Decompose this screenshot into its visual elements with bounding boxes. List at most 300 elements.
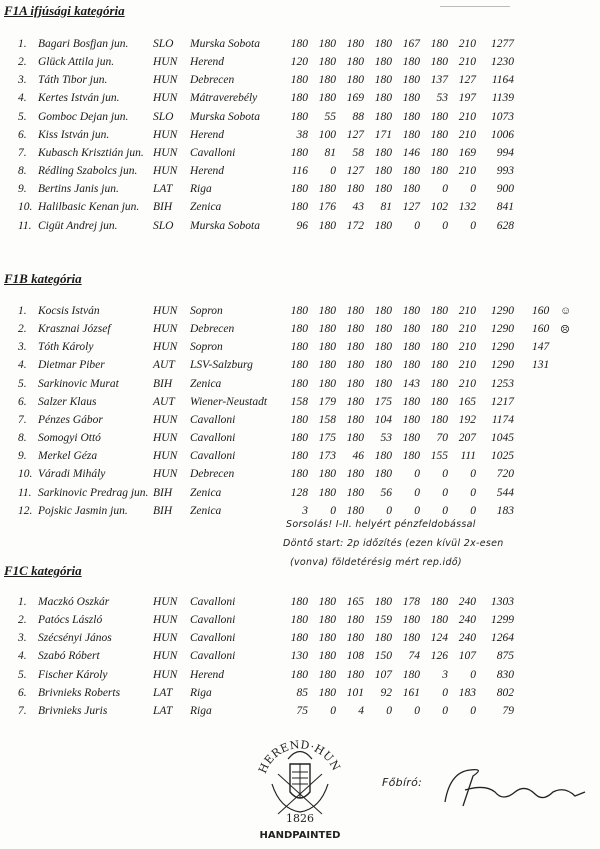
flight-score-7: 210 [458,128,476,141]
club-name: Herend [190,56,225,69]
country-code: AUT [153,395,175,408]
total-score: 1303 [491,596,514,608]
flight-score-2: 180 [318,323,336,336]
flight-score-2: 180 [318,305,336,317]
rank-cell: 1. [18,305,27,317]
flight-score-2: 180 [318,377,336,390]
flight-score-7: 210 [458,377,476,390]
competitor-name: Halilbasic Kenan jun. [38,201,140,214]
flight-score-3: 127 [346,128,364,141]
flight-score-4: 180 [374,359,392,372]
flight-score-2: 0 [330,504,336,517]
result-row [0,56,600,72]
result-row [0,305,600,321]
flight-score-6: 180 [430,323,448,336]
flight-score-6: 124 [430,632,448,645]
flight-score-6: 180 [430,377,448,390]
country-code: HUN [153,341,178,354]
flight-score-3: 165 [346,596,364,608]
flyoff-score: 160 [532,305,550,317]
flight-score-7: 197 [458,92,476,105]
flight-score-1: 180 [290,450,308,463]
competitor-name: Maczkó Oszkár [38,596,110,608]
flight-score-6: 126 [430,650,448,663]
flight-score-7: 240 [458,614,476,627]
flight-score-7: 0 [470,704,476,717]
flight-score-4: 107 [374,668,392,681]
flight-score-4: 0 [386,704,392,717]
section-title-f1c: F1C kategória [4,563,82,578]
rank-cell: 8. [18,165,27,178]
flight-score-3: 43 [352,201,364,214]
flight-score-6: 155 [430,450,448,463]
rank-cell: 10. [18,468,33,481]
flight-score-1: 180 [290,183,308,196]
club-name: Cavalloni [190,413,236,426]
flight-score-6: 180 [430,110,448,123]
flight-score-7: 210 [458,359,476,372]
rank-cell: 5. [18,668,27,681]
flight-score-4: 150 [374,650,392,663]
result-row [0,147,600,163]
flight-score-5: 0 [414,468,420,481]
flight-score-1: 75 [296,704,308,717]
total-score: 1299 [491,614,514,627]
rank-cell: 9. [18,183,27,196]
flight-score-7: 107 [458,650,476,663]
result-row [0,432,600,448]
flight-score-7: 210 [458,341,476,354]
flight-score-2: 180 [318,650,336,663]
flight-score-1: 96 [296,219,308,232]
herend-logo [250,714,350,844]
result-row [0,74,600,90]
flight-score-7: 210 [458,38,476,50]
result-row [0,614,600,630]
country-code: LAT [153,704,173,717]
club-name: Herend [190,668,225,681]
flight-score-5: 0 [414,219,420,232]
flight-score-6: 0 [442,686,448,699]
rank-cell: 3. [18,341,27,354]
total-score: 79 [502,704,514,717]
flight-score-5: 167 [402,38,420,50]
flight-score-6: 0 [442,704,448,717]
flight-score-1: 38 [296,128,308,141]
flight-score-4: 171 [374,128,392,141]
flight-score-3: 169 [346,92,364,105]
competitor-name: Pénzes Gábor [38,413,103,426]
total-score: 1006 [491,128,514,141]
flight-score-4: 81 [380,201,392,214]
flight-score-5: 0 [414,704,420,717]
flight-score-6: 70 [436,432,448,445]
club-name: Herend [190,128,225,141]
flight-score-2: 180 [318,686,336,699]
sad-face-icon: ☹ [560,324,570,337]
country-code: HUN [153,413,178,426]
flight-score-2: 180 [318,219,336,232]
rank-cell: 6. [18,395,27,408]
country-code: SLO [153,219,174,232]
competitor-name: Kertes István jun. [38,92,120,105]
flight-score-4: 180 [374,183,392,196]
flight-score-6: 180 [430,341,448,354]
flight-score-7: 210 [458,110,476,123]
flight-score-1: 180 [290,432,308,445]
flight-score-3: 172 [346,219,364,232]
flight-score-7: 207 [458,432,476,445]
flight-score-5: 180 [402,323,420,336]
competitor-name: Bertins Janis jun. [38,183,119,196]
flight-score-6: 0 [442,504,448,517]
flight-score-6: 180 [430,596,448,608]
rank-cell: 4. [18,359,27,372]
flight-score-6: 180 [430,128,448,141]
result-row [0,341,600,357]
rank-cell: 6. [18,686,27,699]
flight-score-4: 180 [374,146,392,159]
svg-text:HEREND·HUNGARY [250,714,343,775]
total-score: 875 [496,650,514,663]
competitor-name: Fischer Károly [38,668,108,681]
total-score: 1073 [491,110,514,123]
flight-score-4: 104 [374,413,392,426]
flight-score-5: 0 [414,486,420,499]
club-name: Wiener-Neustadt [190,395,268,408]
flight-score-1: 180 [290,74,308,87]
flyoff-score: 131 [532,359,550,372]
flight-score-4: 180 [374,92,392,105]
flight-score-5: 180 [402,56,420,69]
flight-score-3: 180 [346,38,364,50]
section-title-f1b: F1B kategória [4,271,82,286]
total-score: 900 [496,183,514,196]
flight-score-1: 120 [290,56,308,69]
flight-score-1: 180 [290,413,308,426]
flight-score-5: 0 [414,504,420,517]
flight-score-4: 180 [374,596,392,608]
flight-score-2: 180 [318,38,336,50]
total-score: 802 [496,686,514,699]
flight-score-3: 180 [346,468,364,481]
flight-score-6: 180 [430,56,448,69]
total-score: 1277 [491,38,514,50]
flight-score-4: 180 [374,323,392,336]
total-score: 1253 [491,377,514,390]
herend-logo-icon [250,714,350,844]
flight-score-3: 180 [346,377,364,390]
rank-cell: 1. [18,596,27,608]
competitor-name: Kiss István jun. [38,128,110,141]
competitor-name: Szabó Róbert [38,650,100,663]
flight-score-3: 101 [346,686,364,699]
flight-score-2: 55 [324,110,336,123]
total-score: 994 [496,146,514,159]
handwritten-note-line-3: (vonva) földetérésig mért rep.idő) [290,557,462,568]
competitor-name: Táth Tibor jun. [38,74,108,87]
section-title-f1a: F1A ifjúsági kategória [4,3,125,18]
total-score: 1230 [491,56,514,69]
rank-cell: 9. [18,450,27,463]
flight-score-1: 158 [290,395,308,408]
flight-score-3: 108 [346,650,364,663]
club-name: Cavalloni [190,432,236,445]
flight-score-3: 88 [352,110,364,123]
flight-score-1: 180 [290,341,308,354]
competitor-name: Sarkinovic Murat [38,377,119,390]
flight-score-5: 180 [402,165,420,178]
flight-score-1: 116 [291,165,308,178]
result-row [0,38,600,54]
total-score: 830 [496,668,514,681]
club-name: Herend [190,165,225,178]
flight-score-3: 180 [346,668,364,681]
flight-score-7: 169 [458,146,476,159]
flight-score-7: 0 [470,183,476,196]
country-code: SLO [153,110,174,123]
flight-score-7: 210 [458,56,476,69]
club-name: Cavalloni [190,596,236,608]
flight-score-4: 180 [374,341,392,354]
flight-score-7: 111 [460,450,476,463]
total-score: 183 [496,504,514,517]
competitor-name: Rédling Szabolcs jun. [38,165,138,178]
flight-score-2: 180 [318,596,336,608]
flight-score-3: 180 [346,56,364,69]
flight-score-1: 180 [290,305,308,317]
club-name: Cavalloni [190,614,236,627]
result-row [0,414,600,430]
competitor-name: Tóth Károly [38,341,94,354]
flight-score-2: 175 [318,432,336,445]
club-name: Sopron [190,341,223,354]
flight-score-3: 180 [346,486,364,499]
club-name: Debrecen [190,74,235,87]
flight-score-6: 0 [442,183,448,196]
flight-score-5: 180 [402,92,420,105]
country-code: HUN [153,450,178,463]
flight-score-5: 180 [402,110,420,123]
flight-score-5: 180 [402,359,420,372]
flight-score-2: 180 [318,359,336,372]
competitor-name: Sarkinovic Predrag jun. [38,486,149,499]
result-row [0,220,600,236]
result-row [0,468,600,484]
flight-score-2: 0 [330,165,336,178]
rank-cell: 3. [18,74,27,87]
flight-score-5: 180 [402,632,420,645]
competitor-name: Krasznai József [38,323,111,336]
rank-cell: 5. [18,377,27,390]
flight-score-7: 165 [458,395,476,408]
flight-score-4: 56 [380,486,392,499]
handwritten-note-line-2: Döntő start: 2p időzítés (ezen kívül 2x-esen [283,538,504,549]
flight-score-5: 74 [408,650,420,663]
flight-score-3: 4 [358,704,364,717]
result-row [0,92,600,108]
club-name: Riga [190,704,212,717]
total-score: 1045 [491,432,514,445]
flight-score-6: 180 [430,38,448,50]
competitor-name: Váradi Mihály [38,468,106,481]
rank-cell: 5. [18,110,27,123]
club-name: LSV-Salzburg [190,359,253,372]
flight-score-7: 127 [458,74,476,87]
country-code: BIH [153,201,173,214]
rank-cell: 3. [18,632,27,645]
country-code: HUN [153,128,178,141]
club-name: Cavalloni [190,146,236,159]
logo-caption: HANDPAINTED [259,830,341,841]
competitor-name: Kocsis István [38,305,100,317]
country-code: LAT [153,686,173,699]
result-row [0,201,600,217]
total-score: 628 [496,219,514,232]
flight-score-4: 159 [374,614,392,627]
flight-score-3: 180 [346,359,364,372]
total-score: 544 [496,486,514,499]
flight-score-2: 100 [318,128,336,141]
flight-score-2: 180 [318,341,336,354]
total-score: 1139 [491,92,514,105]
flight-score-3: 180 [346,74,364,87]
flight-score-4: 180 [374,110,392,123]
total-score: 1290 [491,341,514,354]
flight-score-4: 0 [386,504,392,517]
flight-score-4: 180 [374,56,392,69]
rank-cell: 7. [18,704,27,717]
rank-cell: 2. [18,56,27,69]
club-name: Zenica [190,486,222,499]
rank-cell: 11. [18,486,32,499]
flight-score-4: 180 [374,468,392,481]
flight-score-4: 180 [374,450,392,463]
flight-score-2: 180 [318,614,336,627]
rank-cell: 2. [18,614,27,627]
flight-score-1: 180 [290,468,308,481]
club-name: Zenica [190,504,222,517]
total-score: 1290 [491,359,514,372]
flight-score-1: 180 [290,377,308,390]
result-row [0,183,600,199]
competitor-name: Brivnieks Roberts [38,686,121,699]
flight-score-5: 180 [402,395,420,408]
flight-score-1: 180 [290,38,308,50]
flight-score-1: 85 [296,686,308,699]
flight-score-6: 53 [436,92,448,105]
flight-score-1: 180 [290,614,308,627]
flight-score-7: 0 [470,219,476,232]
country-code: HUN [153,92,178,105]
total-score: 720 [496,468,514,481]
total-score: 1290 [491,305,514,317]
flight-score-5: 180 [402,183,420,196]
club-name: Cavalloni [190,450,236,463]
result-row [0,378,600,394]
club-name: Zenica [190,377,222,390]
flight-score-6: 180 [430,146,448,159]
flight-score-2: 158 [318,413,336,426]
rank-cell: 2. [18,323,27,336]
country-code: HUN [153,468,178,481]
competitor-name: Dietmar Piber [38,359,105,372]
flight-score-5: 180 [402,128,420,141]
country-code: HUN [153,432,178,445]
total-score: 1290 [491,323,514,336]
flight-score-7: 0 [470,504,476,517]
rank-cell: 7. [18,146,27,159]
country-code: HUN [153,650,178,663]
flight-score-5: 180 [402,432,420,445]
total-score: 1217 [491,395,514,408]
country-code: BIH [153,486,173,499]
flight-score-6: 0 [442,219,448,232]
flight-score-7: 210 [458,323,476,336]
flight-score-5: 180 [402,413,420,426]
country-code: LAT [153,183,173,196]
flight-score-3: 180 [346,305,364,317]
flight-score-6: 137 [430,74,448,87]
club-name: Murska Sobota [190,110,260,123]
flight-score-1: 130 [290,650,308,663]
flight-score-7: 132 [458,201,476,214]
flight-score-2: 0 [330,704,336,717]
result-row [0,450,600,466]
club-name: Riga [190,686,212,699]
club-name: Cavalloni [190,632,236,645]
flight-score-2: 180 [318,486,336,499]
flight-score-2: 180 [318,92,336,105]
club-name: Debrecen [190,323,235,336]
flyoff-score: 160 [532,323,550,336]
flight-score-6: 180 [430,395,448,408]
competitor-name: Gomboc Dejan jun. [38,110,129,123]
flight-score-7: 0 [470,468,476,481]
competitor-name: Pojskic Jasmin jun. [38,504,128,517]
flight-score-6: 0 [442,486,448,499]
flight-score-3: 180 [346,323,364,336]
flight-score-3: 46 [352,450,364,463]
flight-score-2: 179 [318,395,336,408]
total-score: 1174 [491,413,514,426]
flight-score-7: 0 [470,668,476,681]
club-name: Murska Sobota [190,219,260,232]
flight-score-2: 180 [318,632,336,645]
flight-score-7: 240 [458,596,476,608]
result-row [0,687,600,703]
rank-cell: 1. [18,38,27,50]
total-score: 1025 [491,450,514,463]
flight-score-1: 180 [290,92,308,105]
flight-score-4: 180 [374,165,392,178]
flight-score-5: 180 [402,614,420,627]
flight-score-5: 178 [402,596,420,608]
country-code: HUN [153,165,178,178]
flight-score-5: 143 [402,377,420,390]
flight-score-1: 128 [290,486,308,499]
rank-cell: 4. [18,650,27,663]
result-row [0,323,600,339]
country-code: HUN [153,632,178,645]
flight-score-1: 180 [290,632,308,645]
country-code: HUN [153,146,178,159]
competitor-name: Salzer Klaus [38,395,97,408]
club-name: Debrecen [190,468,235,481]
club-name: Murska Sobota [190,38,260,50]
flight-score-3: 180 [346,504,364,517]
flight-score-3: 180 [346,341,364,354]
